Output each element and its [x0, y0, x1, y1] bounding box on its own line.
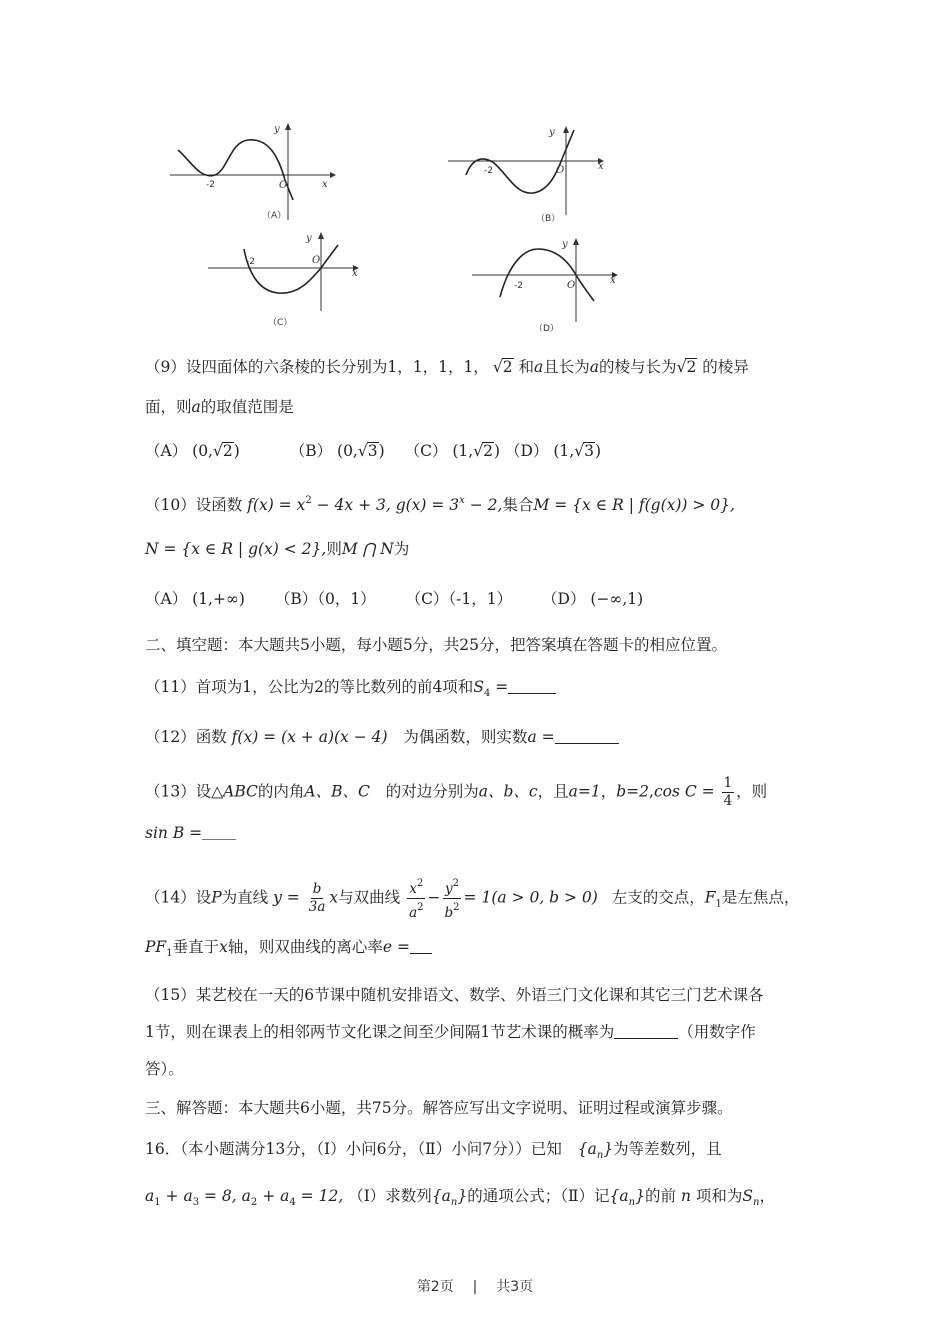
q13-line2 [145, 822, 835, 844]
page-footer [0, 1276, 950, 1296]
q9-option-b-close: ) [378, 442, 385, 460]
q9-option-b-radicand: 3 [367, 442, 378, 460]
q11-text: （11）首项为1，公比为2的等比数列的前4项和 [145, 678, 474, 696]
q16-eq-8-a2: = 8, a [199, 1187, 251, 1205]
q14-y-eq: y = [273, 888, 300, 907]
q9-var-a-3: a [191, 398, 201, 416]
q14-pf1: PF [145, 938, 167, 956]
graph-b-origin: O [556, 165, 565, 176]
q9-text4: 的棱与长为 [599, 358, 677, 376]
q14-h2-num [443, 875, 461, 899]
q14-h1-den [407, 899, 425, 922]
q16-seq-open-1: {a [577, 1140, 597, 1158]
q14-minus: − [427, 888, 441, 907]
q16-sub1: 1 [154, 1197, 161, 1208]
q11-line [145, 676, 835, 705]
graph-d-svg [472, 237, 642, 347]
graph-c-x-label: x [352, 268, 358, 279]
graph-b-svg [448, 125, 618, 235]
graph-b-tick: -2 [484, 166, 493, 176]
q10-f-rest: − 4x + 3, g(x) = 3 [311, 496, 460, 514]
q9-option-d-sqrt: √ [574, 442, 585, 460]
q12-answer-blank[interactable] [555, 729, 619, 744]
graph-a-tick: -2 [206, 180, 215, 190]
q13-text4: ，且 [537, 782, 569, 801]
q10-option-d-label: （D） [542, 590, 586, 608]
graph-c [208, 231, 378, 345]
q13-a-eq: a=1 [568, 782, 601, 801]
q15-line2b: （用数字作 [678, 1023, 756, 1041]
q10-intersection: M ⋂ N [341, 540, 394, 558]
q14-line2d: 轴，则双曲线的离心率 [227, 938, 383, 956]
graph-a-y-arrow [285, 123, 291, 130]
graph-c-y-arrow [318, 232, 324, 239]
q10-text3: 则 [326, 540, 342, 558]
q9-option-b-pre: (0, [337, 442, 358, 460]
graph-b-y-arrow [563, 126, 569, 133]
q14-h2-den-var: b [444, 905, 454, 921]
graph-a-x-label: x [322, 179, 328, 190]
graph-d [472, 237, 642, 351]
q13-frac-den: 4 [723, 793, 733, 809]
q13-answer-blank[interactable] [202, 825, 236, 840]
q16-tail: ， [759, 1187, 775, 1205]
q16-sub3: 3 [192, 1197, 200, 1208]
q13-b-eq: b=2 [616, 782, 650, 801]
q9-sqrt2-radicand-2: 2 [686, 358, 697, 376]
q14-f1-sub: 1 [715, 898, 722, 910]
q9-option-d-close: ) [594, 442, 602, 460]
q14-line2 [145, 936, 835, 965]
q10-option-d: (−∞,1) [590, 590, 644, 608]
q14-h1-num [407, 875, 425, 899]
q14-e-eq: e = [382, 938, 410, 956]
q16-plus-a4: + a [257, 1187, 290, 1205]
q16-seq-sub-1: n [596, 1150, 604, 1161]
q9-text2: 和 [518, 358, 535, 376]
graph-a-origin: O [279, 180, 288, 191]
q10-set-m: M = {x ∈ R | f(g(x)) > 0}, [533, 496, 735, 514]
q14-hyperbola-term1 [407, 875, 425, 922]
q16-part1b: 的通项公式；（Ⅱ）记 [467, 1187, 610, 1205]
q13-text3: 的对边分别为 [385, 782, 479, 801]
q13-comma2: , [649, 782, 654, 801]
q9-line2 [145, 396, 835, 418]
q9-sqrt2-radicand-1: 2 [502, 358, 513, 376]
q11-answer-blank[interactable] [508, 679, 556, 694]
q16-seq-close-1: } [603, 1140, 614, 1158]
q16-seq-open-2: {a [431, 1187, 451, 1205]
graph-d-x-label: x [610, 275, 616, 286]
q15-line1: （15）某艺校在一天的6节课中随机安排语文、数学、外语三门文化课和其它三门艺术课各 [145, 986, 764, 1004]
q9-sqrt-symbol-1: √ [492, 358, 503, 376]
q9-option-a-label: （A） [145, 442, 188, 460]
q13-frac-num: 1 [723, 775, 733, 791]
q9-option-c-label: （C） [404, 442, 448, 460]
q16-seq-open-3: {a [609, 1187, 629, 1205]
q14-f1: F [704, 888, 716, 907]
q14-text1: （14）设 [145, 888, 212, 907]
graph-b-curve [466, 130, 574, 193]
q9-option-b-sqrt: √ [357, 442, 368, 460]
graph-a-curve [178, 140, 293, 200]
q11-var: S [473, 678, 484, 696]
q9-var-a-2: a [589, 358, 600, 376]
q14-h2-num-exp: 2 [452, 878, 460, 889]
q9-option-c-pre: (1, [452, 442, 474, 460]
section3-heading: 三、解答题：本大题共6小题，共75分。解答应写出文字说明、证明过程或演算步骤。 [145, 1099, 733, 1117]
q9-option-a-sqrt: √ [212, 442, 223, 460]
q14-pf1-sub: 1 [166, 948, 173, 959]
q9-option-c-radicand: 2 [483, 442, 493, 460]
q10-option-a-label: （A） [145, 590, 188, 608]
graph-d-y-arrow [573, 238, 579, 245]
q16-seq-close-2: } [457, 1187, 468, 1205]
graph-b [448, 125, 618, 239]
q16-seq-sub-3: n [628, 1197, 636, 1208]
q16-seq-sub-2: n [450, 1197, 458, 1208]
q16-a1: a [145, 1187, 155, 1205]
q10-g-exponent: x [459, 495, 465, 506]
q9-options [145, 440, 835, 462]
q11-eq: = [490, 678, 509, 696]
q9-option-d-label: （D） [504, 442, 549, 460]
q12-line [145, 726, 835, 748]
q11-subscript: 4 [483, 688, 491, 699]
q14-slope-fraction [307, 881, 328, 916]
q9-line2-text-b: 的取值范围是 [200, 398, 294, 416]
q13-text5: ，则 [736, 782, 768, 801]
q9-text5: 的棱异 [702, 358, 749, 376]
q12-text1: （12）函数 [145, 728, 227, 746]
q9-option-d-pre: (1, [553, 442, 575, 460]
q14-text2: 为直线 [221, 888, 269, 907]
q14-answer-blank[interactable] [410, 939, 432, 954]
q14-line2-x: x [219, 938, 228, 956]
graph-d-caption: （D） [534, 324, 559, 334]
q13-sides: a、b、c [478, 782, 538, 801]
q16-line1b: 为等差数列，且 [613, 1140, 722, 1158]
q14-point-p: P [211, 888, 222, 907]
graph-d-y-label: y [562, 239, 568, 250]
q16-line1a: 16．（本小题满分13分，（Ⅰ）小问6分，（Ⅱ）小问7分））已知 [145, 1140, 562, 1158]
graph-a-caption: （A） [262, 211, 287, 221]
q10-option-a: (1,+∞) [192, 590, 245, 608]
q15-line3: 答）。 [145, 1060, 184, 1078]
q10-text4: 为 [393, 540, 410, 558]
q13-sinb: sin B = [145, 824, 203, 842]
q9-option-c-close: ) [493, 442, 501, 460]
q10-f-def: f(x) = x [247, 496, 306, 514]
q14-h2-den [443, 899, 462, 922]
q16-line1 [145, 1138, 835, 1167]
graph-c-caption: （C） [268, 318, 293, 328]
q9-option-b-label: （B） [289, 442, 333, 460]
q13-comma1: ， [600, 782, 617, 801]
footer-page-number: 第2页 [416, 1279, 454, 1295]
q9-text1: （9）设四面体的六条棱的长分别为1，1，1，1， [145, 358, 489, 376]
q9-option-a-radicand: 2 [222, 442, 233, 460]
q12-var: a = [527, 728, 555, 746]
q9-text3: 且长为 [543, 358, 590, 376]
footer-separator: | [472, 1279, 478, 1295]
q9-option-a-close: ) [233, 442, 240, 460]
q15-answer-blank[interactable] [614, 1024, 678, 1039]
graph-c-svg [208, 231, 378, 341]
q14-condition: = 1(a > 0, b > 0) [463, 888, 598, 907]
q13-cos: cos C = [653, 782, 715, 801]
q14-h2-den-exp: 2 [453, 902, 460, 913]
q14-h1-num-exp: 2 [416, 878, 424, 889]
q9-option-d-radicand: 3 [584, 442, 594, 460]
q14-h2-num-var: y [445, 881, 453, 897]
q13-line1 [145, 775, 835, 810]
section2-heading: 二、填空题：本大题共5小题，每小题5分，共25分，把答案填在答题卡的相应位置。 [145, 636, 727, 654]
q13-text1: （13）设△ [145, 782, 224, 801]
q14-slope-num: b [312, 881, 322, 897]
graph-a-y-label: y [274, 124, 280, 135]
q15-line2a: 1节，则在课表上的相邻两节文化课之间至少间隔1节艺术课的概率为 [145, 1023, 615, 1041]
graph-a-x-arrow [330, 172, 336, 178]
graph-c-tick: -2 [246, 257, 255, 267]
q10-line1 [145, 490, 835, 516]
footer-total-pages: 共3页 [496, 1279, 534, 1295]
q10-f-exponent: 2 [305, 495, 312, 506]
q16-sub4: 4 [289, 1197, 296, 1208]
q15-line2 [145, 1021, 835, 1043]
q16-sn-sub: n [753, 1197, 760, 1208]
q10-g-rest: − 2, [464, 496, 503, 514]
q13-triangle: ABC [223, 782, 258, 801]
q16-sn: S [742, 1187, 753, 1205]
graph-c-origin: O [312, 255, 321, 266]
graph-b-caption: （B） [536, 214, 561, 224]
q9-option-c-sqrt: √ [473, 442, 484, 460]
q14-h1-den-var: a [409, 905, 418, 921]
q14-h1-den-exp: 2 [417, 902, 424, 913]
graph-options-figure [150, 115, 780, 340]
q16-sub2: 2 [250, 1197, 258, 1208]
q9-var-a-1: a [534, 358, 544, 376]
q10-options [145, 588, 835, 610]
q14-line2b: 垂直于 [172, 938, 220, 956]
q10-option-b: （B）（0，1） [274, 590, 376, 608]
q9-option-a-pre: (0, [192, 442, 213, 460]
q14-text3: 与双曲线 [338, 888, 401, 907]
q9-sqrt-symbol-2: √ [676, 358, 687, 376]
q16-plus-a3: + a [160, 1187, 193, 1205]
q16-part2: 的前 [644, 1187, 676, 1205]
q16-eq-12: = 12, [295, 1187, 344, 1205]
q16-line2 [145, 1185, 835, 1214]
q10-set-n: N = {x ∈ R | g(x) < 2}, [145, 540, 327, 558]
q16-n-var: n [680, 1187, 691, 1205]
q14-text4: 左支的交点， [611, 888, 705, 907]
graph-d-origin: O [567, 280, 576, 291]
graph-a [170, 120, 340, 234]
graph-b-x-label: x [598, 161, 604, 172]
q13-text2: 的内角 [257, 782, 305, 801]
q13-fraction [722, 775, 735, 810]
graph-b-y-label: y [549, 127, 555, 138]
q13-angles: A、B、C [304, 782, 370, 801]
q10-option-c: （C）（-1，1） [405, 590, 513, 608]
q16-seq-close-3: } [635, 1187, 645, 1205]
q16-part1: （Ⅰ）求数列 [348, 1187, 432, 1205]
graph-c-curve [244, 245, 338, 293]
graph-d-tick: -2 [514, 281, 523, 291]
q16-part3: 项和为 [695, 1187, 743, 1205]
q12-expr: f(x) = (x + a)(x − 4) [231, 728, 388, 746]
q14-hyperbola-term2 [443, 875, 462, 922]
q9-line2-text: 面，则 [145, 398, 192, 416]
q14-h1-num-var: x [409, 881, 417, 897]
q10-text2: 集合 [502, 496, 534, 514]
q12-text2: 为偶函数，则实数 [403, 728, 528, 746]
q14-line1 [145, 875, 835, 922]
q10-text1: （10）设函数 [145, 496, 243, 514]
graph-c-y-label: y [306, 233, 312, 244]
q14-slope-den: 3a [308, 899, 326, 915]
q10-line2 [145, 538, 835, 560]
q14-text5: 是左焦点， [721, 888, 800, 907]
q14-x-var: x [329, 888, 339, 907]
q9-line1 [145, 356, 835, 378]
graph-a-svg [170, 120, 340, 230]
